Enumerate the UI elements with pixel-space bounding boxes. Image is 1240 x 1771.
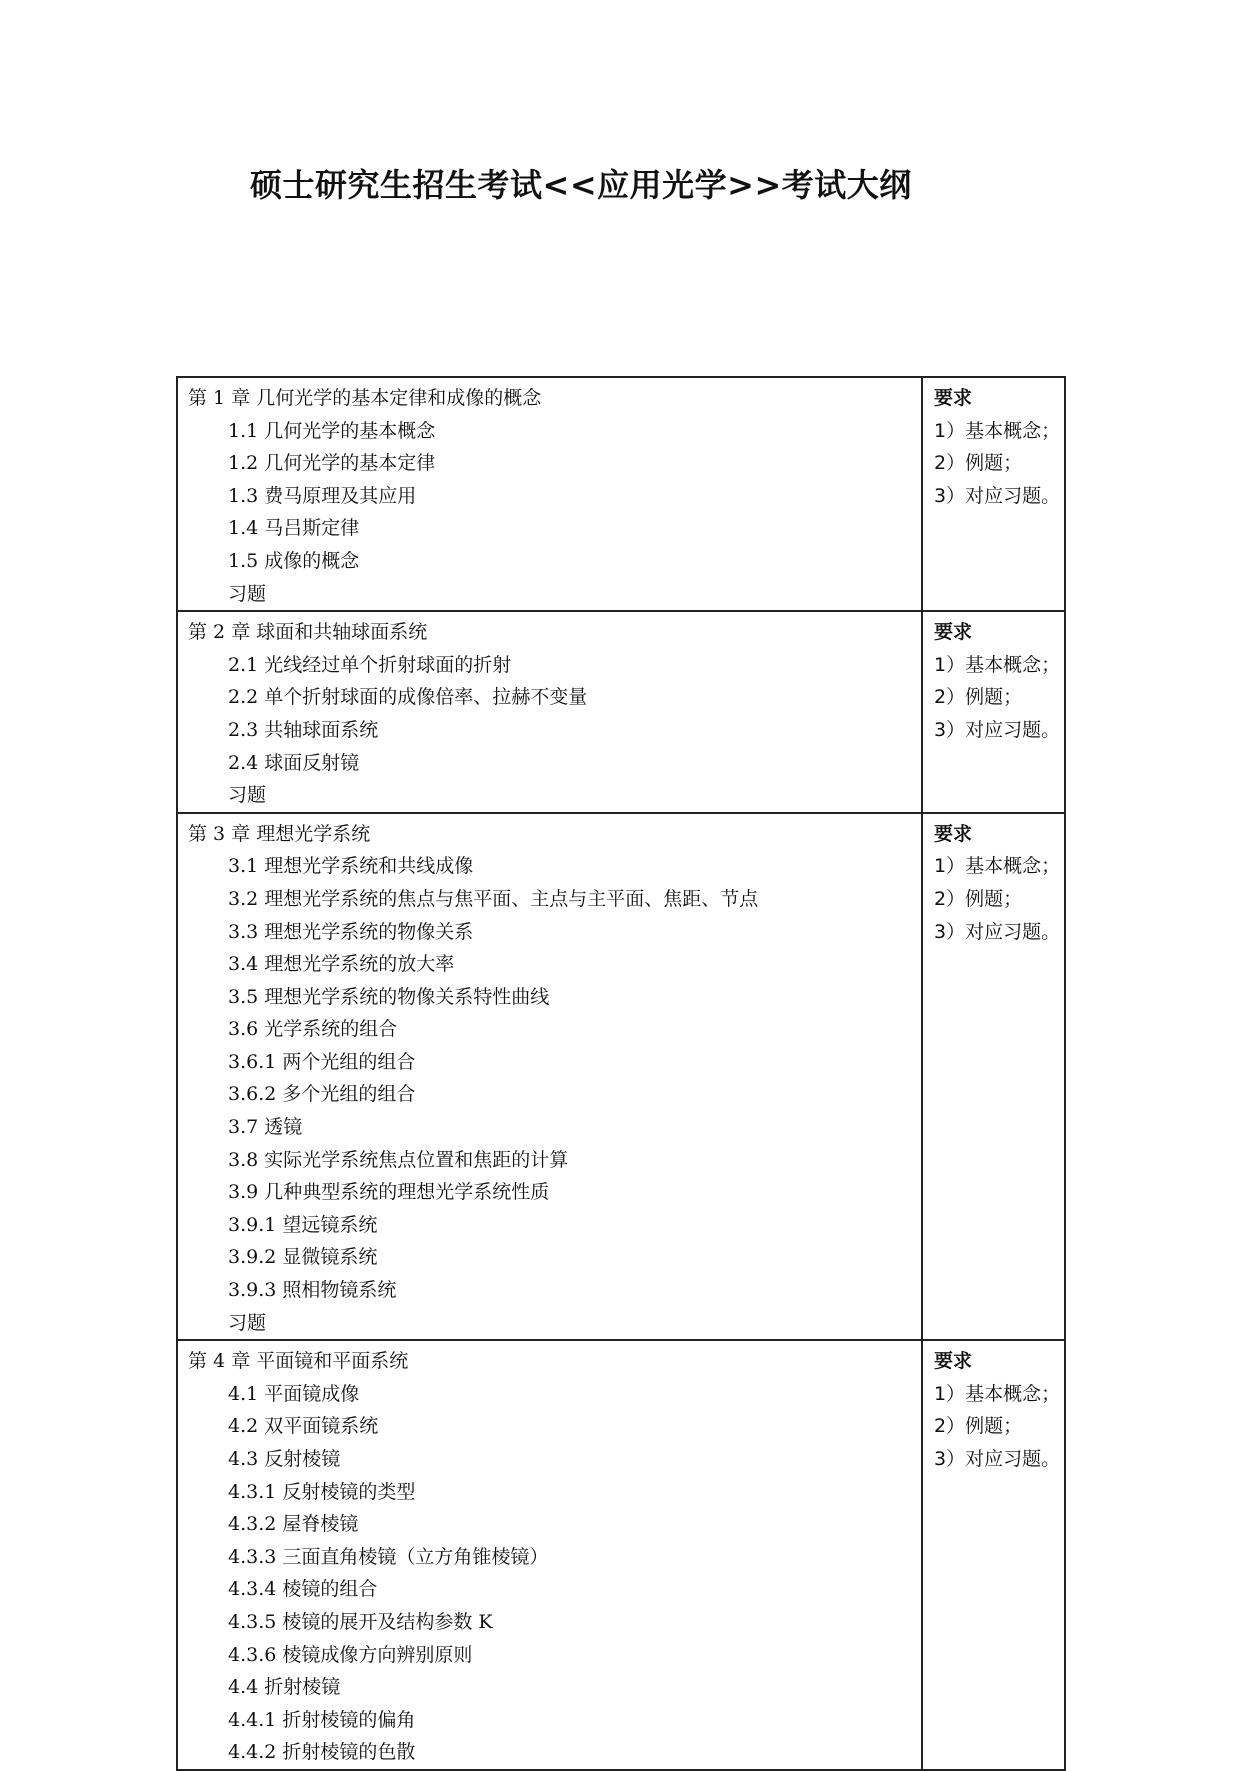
section-item: 3.5 理想光学系统的物像关系特性曲线 (228, 985, 550, 1008)
section-item: 1.1 几何光学的基本概念 (228, 419, 436, 442)
section-item: 3.8 实际光学系统焦点位置和焦距的计算 (228, 1148, 569, 1171)
requirement-item: 1）基本概念； (934, 653, 1061, 676)
chapter-heading: 第 1 章 几何光学的基本定律和成像的概念 (188, 387, 542, 409)
section-item: 3.1 理想光学系统和共线成像 (228, 855, 474, 878)
section-item: 3.2 理想光学系统的焦点与焦平面、主点与主平面、焦距、节点 (228, 887, 759, 910)
requirement-item: 1）基本概念； (934, 1382, 1061, 1405)
section-item: 4.2 双平面镜系统 (228, 1415, 379, 1438)
syllabus-table (176, 376, 1066, 1771)
chapter-content-cell (177, 1340, 922, 1770)
requirements-cell (922, 813, 1065, 1341)
section-item: 3.6 光学系统的组合 (228, 1018, 398, 1041)
section-item: 3.9.3 照相物镜系统 (228, 1279, 397, 1302)
chapter-heading: 第 4 章 平面镜和平面系统 (188, 1350, 409, 1373)
section-item: 4.4 折射棱镜 (228, 1676, 341, 1699)
section-item: 2.2 单个折射球面的成像倍率、拉赫不变量 (228, 686, 588, 709)
section-item: 4.3.3 三面直角棱镜（立方角锥棱镜） (228, 1545, 549, 1568)
requirement-item: 2）例题； (934, 1415, 1023, 1438)
requirement-item: 3）对应习题。 (934, 484, 1061, 507)
section-item: 1.3 费马原理及其应用 (228, 484, 417, 507)
section-item: 4.3.5 棱镜的展开及结构参数 K (228, 1610, 493, 1633)
section-item: 3.9.2 显微镜系统 (228, 1246, 378, 1269)
section-item: 4.4.1 折射棱镜的偏角 (228, 1708, 416, 1731)
requirements-heading: 要求 (934, 621, 973, 644)
requirement-item: 3）对应习题。 (934, 1448, 1061, 1470)
requirement-item: 1）基本概念； (934, 419, 1061, 442)
chapter-content-cell (177, 813, 922, 1341)
requirement-item: 2）例题； (934, 887, 1023, 910)
document-title: 硕士研究生招生考试<<应用光学>>考试大纲 (250, 166, 912, 204)
section-item: 1.2 几何光学的基本定律 (228, 452, 436, 475)
chapter-row (177, 611, 1065, 813)
requirements-cell (922, 611, 1065, 813)
requirement-item: 2）例题； (934, 686, 1023, 709)
section-item: 4.3.4 棱镜的组合 (228, 1578, 378, 1601)
chapter-row (177, 1340, 1065, 1770)
section-item: 习题 (228, 582, 267, 605)
chapter-content-cell (177, 377, 922, 611)
section-item: 2.4 球面反射镜 (228, 751, 360, 774)
section-item: 3.6.1 两个光组的组合 (228, 1050, 416, 1073)
section-item: 习题 (228, 784, 267, 807)
requirements-heading: 要求 (934, 822, 973, 845)
section-item: 习题 (228, 1311, 267, 1334)
section-item: 2.1 光线经过单个折射球面的折射 (228, 653, 512, 676)
section-item: 4.3.2 屋脊棱镜 (228, 1513, 359, 1536)
section-item: 4.3.6 棱镜成像方向辨别原则 (228, 1643, 473, 1666)
requirement-item: 3）对应习题。 (934, 718, 1061, 741)
section-item: 2.3 共轴球面系统 (228, 718, 379, 741)
chapter-heading: 第 2 章 球面和共轴球面系统 (188, 621, 428, 644)
chapter-row (177, 813, 1065, 1341)
section-item: 3.6.2 多个光组的组合 (228, 1083, 416, 1106)
section-item: 4.4.2 折射棱镜的色散 (228, 1741, 416, 1764)
section-item: 1.5 成像的概念 (228, 549, 360, 572)
requirements-heading: 要求 (934, 387, 973, 409)
section-item: 1.4 马吕斯定律 (228, 517, 360, 540)
section-item: 3.7 透镜 (228, 1116, 303, 1139)
requirements-cell (922, 377, 1065, 611)
requirement-item: 3）对应习题。 (934, 920, 1061, 943)
section-item: 3.9.1 望远镜系统 (228, 1213, 378, 1236)
section-item: 4.3.1 反射棱镜的类型 (228, 1480, 416, 1503)
section-item: 3.9 几种典型系统的理想光学系统性质 (228, 1181, 550, 1204)
requirements-heading: 要求 (934, 1350, 973, 1373)
requirements-cell (922, 1340, 1065, 1770)
section-item: 4.3 反射棱镜 (228, 1448, 341, 1470)
requirement-item: 1）基本概念； (934, 855, 1061, 878)
section-item: 3.3 理想光学系统的物像关系 (228, 920, 474, 943)
section-item: 4.1 平面镜成像 (228, 1382, 360, 1405)
section-item: 3.4 理想光学系统的放大率 (228, 953, 455, 976)
chapter-content-cell (177, 611, 922, 813)
chapter-heading: 第 3 章 理想光学系统 (188, 822, 371, 845)
chapter-row (177, 377, 1065, 611)
requirement-item: 2）例题； (934, 452, 1023, 475)
